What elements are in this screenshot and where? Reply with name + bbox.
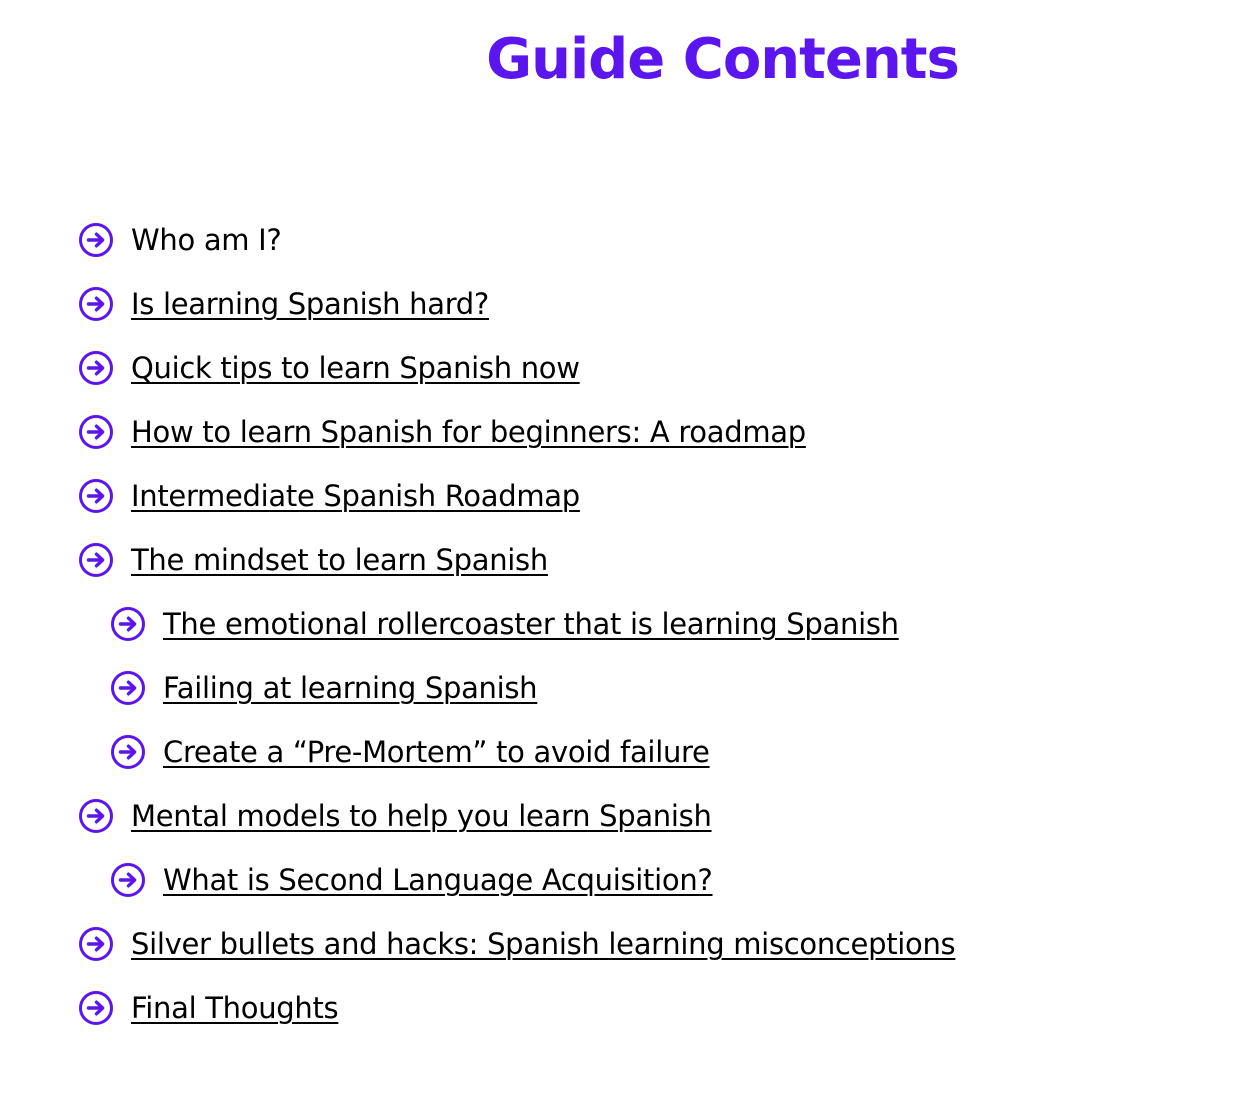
arrow-circle-right-icon [78, 222, 114, 258]
toc-item [78, 912, 955, 976]
page-title: Guide Contents [486, 27, 959, 92]
arrow-circle-right-icon [78, 542, 114, 578]
arrow-circle-right-icon [110, 670, 146, 706]
toc-subitem [78, 656, 955, 720]
toc-link[interactable]: How to learn Spanish for beginners: A roadmap [131, 415, 806, 449]
toc-subitem [78, 720, 955, 784]
toc-item [78, 336, 955, 400]
arrow-circle-right-icon [78, 798, 114, 834]
toc-link[interactable]: The mindset to learn Spanish [131, 543, 548, 577]
arrow-circle-right-icon [78, 478, 114, 514]
arrow-circle-right-icon [110, 734, 146, 770]
toc-item [78, 976, 955, 1040]
toc-link[interactable]: Intermediate Spanish Roadmap [131, 479, 580, 513]
arrow-circle-right-icon [78, 286, 114, 322]
arrow-circle-right-icon [78, 926, 114, 962]
toc-label: Who am I? [131, 223, 282, 257]
toc-item [78, 528, 955, 592]
toc-link[interactable]: Quick tips to learn Spanish now [131, 351, 580, 385]
arrow-circle-right-icon [78, 414, 114, 450]
arrow-circle-right-icon [110, 862, 146, 898]
arrow-circle-right-icon [78, 990, 114, 1026]
arrow-circle-right-icon [78, 350, 114, 386]
toc-item [78, 272, 955, 336]
toc-item [78, 784, 955, 848]
toc-link[interactable]: Mental models to help you learn Spanish [131, 799, 712, 833]
toc-link[interactable]: Failing at learning Spanish [163, 671, 538, 705]
toc-subitem [78, 848, 955, 912]
toc-item [78, 400, 955, 464]
toc-item [78, 208, 955, 272]
arrow-circle-right-icon [110, 606, 146, 642]
toc-link[interactable]: The emotional rollercoaster that is learning Spanish [163, 607, 899, 641]
table-of-contents [78, 208, 955, 1040]
toc-link[interactable]: Is learning Spanish hard? [131, 287, 490, 321]
toc-link[interactable]: What is Second Language Acquisition? [163, 863, 713, 897]
toc-link[interactable]: Create a “Pre-Mortem” to avoid failure [163, 735, 710, 769]
toc-item [78, 464, 955, 528]
toc-link[interactable]: Silver bullets and hacks: Spanish learning misconceptions [131, 927, 956, 961]
toc-subitem [78, 592, 955, 656]
toc-link[interactable]: Final Thoughts [131, 991, 339, 1025]
